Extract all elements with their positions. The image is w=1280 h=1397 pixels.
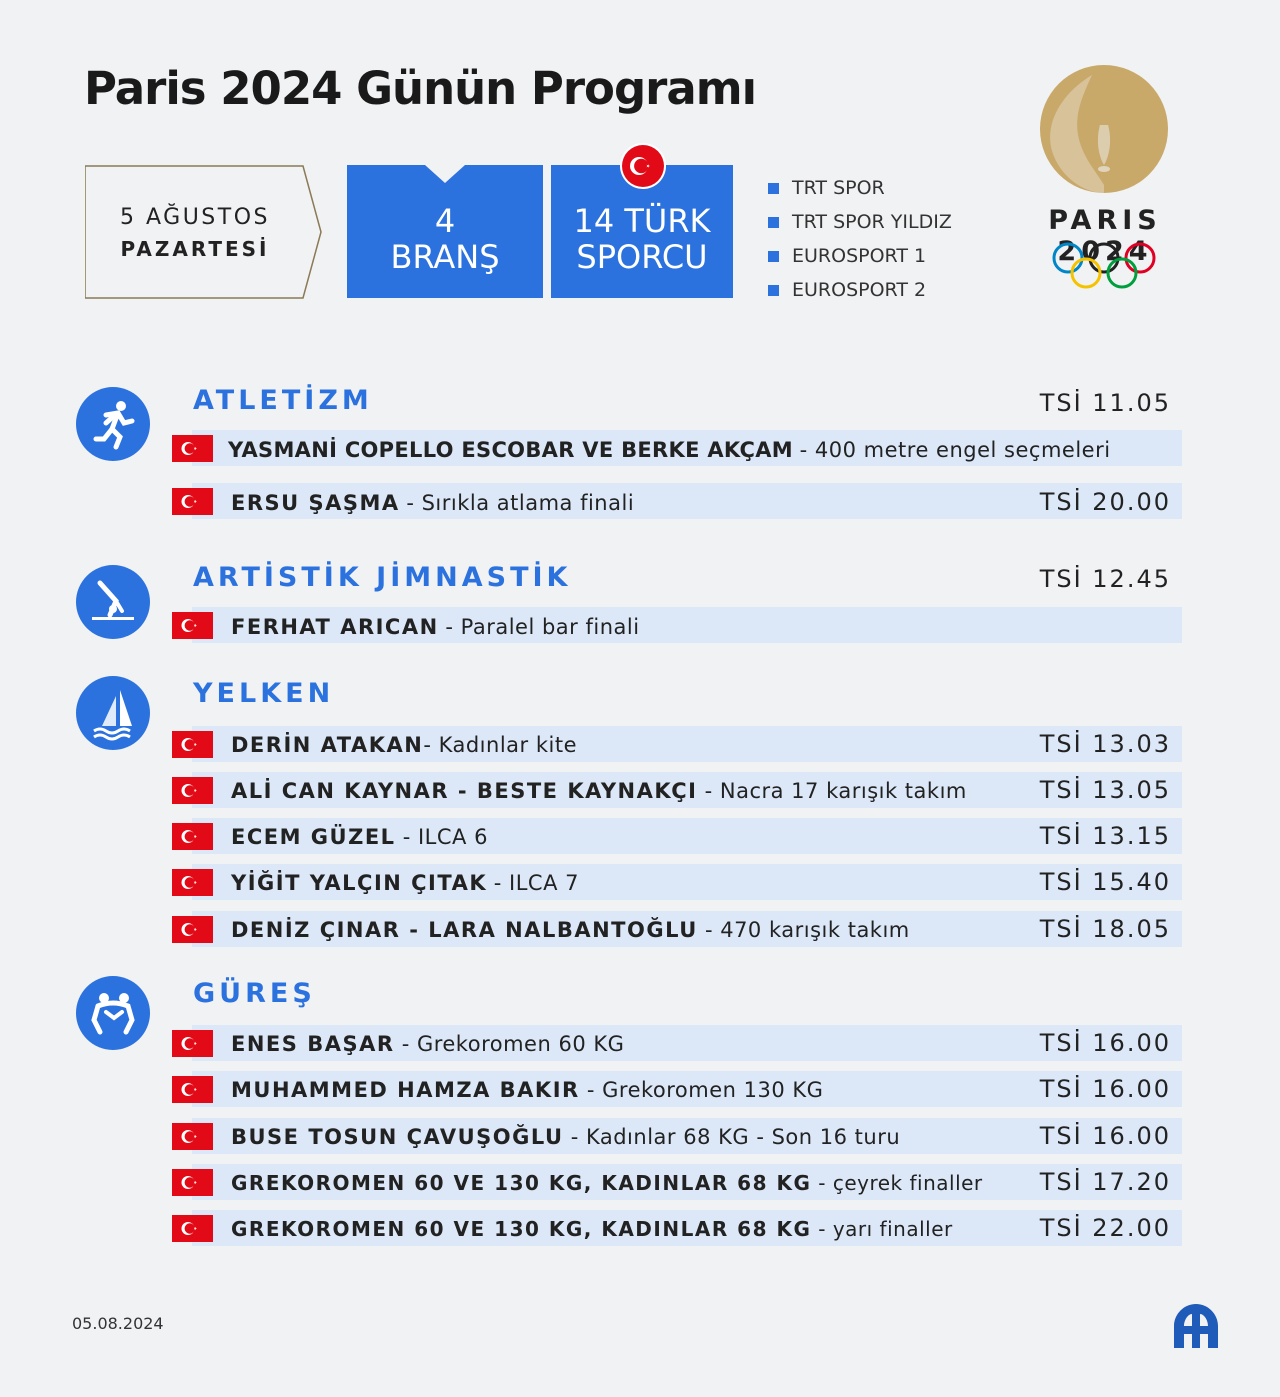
- sailing-icon: [76, 676, 150, 750]
- sport-time-athletics: TSİ 11.05: [1039, 389, 1171, 417]
- athlete-entry: DENİZ ÇINAR - LARA NALBANTOĞLU - 470 karışık takım: [231, 918, 910, 942]
- turkey-flag-icon: [172, 777, 213, 804]
- sport-name-gymnastics: ARTİSTİK JİMNASTİK: [193, 562, 572, 593]
- event-time: TSİ 18.05: [1039, 915, 1171, 943]
- bullet-square-icon: [768, 251, 779, 262]
- paris-2024-wordmark: PARIS 2024: [1048, 205, 1162, 267]
- event-time: TSİ 15.40: [1039, 868, 1171, 896]
- tv-channels-list: [768, 171, 952, 307]
- turkey-flag-icon: [172, 612, 213, 639]
- channel-item: EUROSPORT 1: [768, 239, 952, 273]
- page-title: Paris 2024 Günün Programı: [84, 62, 757, 115]
- stat-athletes-number: 14 TÜRK: [573, 202, 711, 240]
- event-time: TSİ 16.00: [1039, 1075, 1171, 1103]
- athlete-entry: ALİ CAN KAYNAR - BESTE KAYNAKÇI - Nacra 17 karışık takım: [231, 779, 967, 803]
- turkey-flag-icon: [172, 916, 213, 943]
- athlete-entry: ENES BAŞAR - Grekoromen 60 KG: [231, 1032, 625, 1056]
- turkey-flag-icon: [172, 1030, 213, 1057]
- event-time: TSİ 17.20: [1039, 1168, 1171, 1196]
- footer-date: 05.08.2024: [72, 1314, 164, 1333]
- wrestling-icon: [76, 976, 150, 1050]
- sport-name-sailing: YELKEN: [193, 678, 335, 709]
- event-time: TSİ 13.03: [1039, 730, 1171, 758]
- athlete-entry: ECEM GÜZEL - ILCA 6: [231, 825, 488, 849]
- athlete-entry: DERİN ATAKAN- Kadınlar kite: [231, 733, 577, 757]
- athlete-entry: ERSU ŞAŞMA - Sırıkla atlama finali: [231, 491, 635, 515]
- notch-shape: [425, 165, 465, 185]
- turkey-flag-icon: [172, 1169, 213, 1196]
- date-box: [85, 165, 317, 298]
- date-weekday: PAZARTESİ: [120, 237, 270, 261]
- turkey-flag-icon: [172, 731, 213, 758]
- bullet-square-icon: [768, 183, 779, 194]
- event-time: TSİ 13.15: [1039, 822, 1171, 850]
- paris-2024-logo: [1000, 65, 1206, 267]
- event-time: TSİ 13.05: [1039, 776, 1171, 804]
- stat-athletes-label: SPORCU: [576, 238, 708, 276]
- athlete-entry: BUSE TOSUN ÇAVUŞOĞLU - Kadınlar 68 KG - Son 16 turu: [231, 1125, 901, 1149]
- stat-branches-number: 4: [434, 202, 456, 240]
- event-time: TSİ 22.00: [1039, 1214, 1171, 1242]
- sport-name-wrestling: GÜREŞ: [193, 978, 316, 1009]
- bullet-square-icon: [768, 285, 779, 296]
- bullet-square-icon: [768, 217, 779, 228]
- date-day: 5 AĞUSTOS: [120, 205, 270, 230]
- date-box-frame: [85, 165, 325, 300]
- paris-emblem-icon: [1000, 65, 1206, 200]
- athlete-entry: FERHAT ARICAN - Paralel bar finali: [231, 615, 640, 639]
- event-time: TSİ 20.00: [1039, 488, 1171, 516]
- event-time: TSİ 16.00: [1039, 1122, 1171, 1150]
- athletics-icon: [76, 387, 150, 461]
- stat-branches-label: BRANŞ: [390, 238, 500, 276]
- turkey-flag-icon: [172, 435, 213, 462]
- turkey-flag-icon: [172, 1123, 213, 1150]
- olympic-rings-icon: [1050, 241, 1160, 291]
- turkey-flag-icon: [172, 1076, 213, 1103]
- sport-name-athletics: ATLETİZM: [193, 385, 373, 416]
- event-time: TSİ 16.00: [1039, 1029, 1171, 1057]
- athlete-entry: YASMANİ COPELLO ESCOBAR VE BERKE AKÇAM - 400 metre engel seçmeleri: [228, 438, 1111, 462]
- turkey-flag-icon: [172, 488, 213, 515]
- athlete-entry: GREKOROMEN 60 VE 130 KG, KADINLAR 68 KG - yarı finaller: [231, 1217, 953, 1241]
- sport-time-gymnastics: TSİ 12.45: [1039, 565, 1171, 593]
- gymnastics-icon: [76, 565, 150, 639]
- aa-logo-icon: [1170, 1300, 1222, 1352]
- athlete-entry: MUHAMMED HAMZA BAKIR - Grekoromen 130 KG: [231, 1078, 824, 1102]
- channel-item: EUROSPORT 2: [768, 273, 952, 307]
- athlete-entry: GREKOROMEN 60 VE 130 KG, KADINLAR 68 KG - çeyrek finaller: [231, 1171, 983, 1195]
- turkey-flag-icon: [172, 869, 213, 896]
- athlete-entry: YİĞİT YALÇIN ÇITAK - ILCA 7: [231, 871, 579, 895]
- stat-branches: [347, 165, 543, 298]
- channel-item: TRT SPOR YILDIZ: [768, 205, 952, 239]
- turkey-flag-icon: [172, 1215, 213, 1242]
- channel-item: TRT SPOR: [768, 171, 952, 205]
- turkey-flag-circle-icon: [620, 143, 666, 189]
- turkey-flag-icon: [172, 823, 213, 850]
